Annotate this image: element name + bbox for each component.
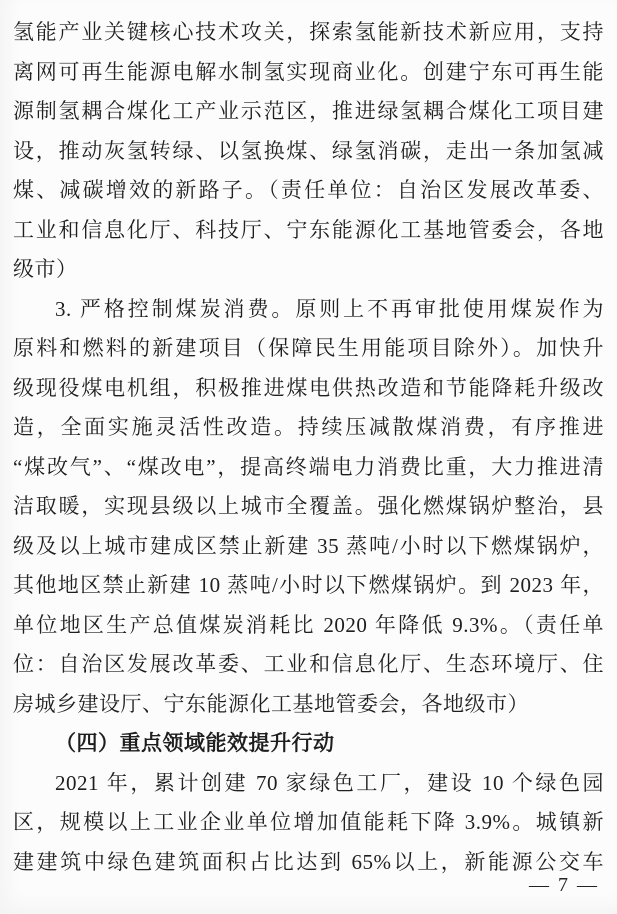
page-number: — 7 —: [529, 874, 599, 896]
text-line: 3. 严格控制煤炭消费。原则上不再审批使用煤炭作为: [55, 296, 604, 321]
text-line: 洁取暖，实现县级以上城市全覆盖。强化燃煤锅炉整治，县: [13, 494, 604, 518]
text-line: 2021 年，累计创建 70 家绿色工厂，建设 10 个绿色园: [55, 770, 604, 795]
text-line: 其他地区禁止新建 10 蒸吨/小时以下燃煤锅炉。到 2023 年，: [13, 573, 604, 597]
text-line: 建建筑中绿色建筑面积占比达到 65%以上，新能源公交车: [13, 849, 604, 874]
text-line: 工业和信息化厅、科技厅、宁东能源化工基地管委会，各地: [13, 217, 604, 242]
text-line: 造，全面实施灵活性改造。持续压减散煤消费，有序推进: [13, 415, 604, 439]
text-line: 级市）: [13, 257, 78, 281]
text-line: 区，规模以上工业企业单位增加值能耗下降 3.9%。城镇新: [13, 810, 604, 834]
section-heading: （四）重点领域能效提升行动: [55, 731, 335, 755]
text-line: 原料和燃料的新建项目（保障民生用能项目除外）。加快升: [13, 336, 604, 360]
text-line: 位：自治区发展改革委、工业和信息化厅、生态环境厅、住: [13, 652, 604, 676]
text-line: 设，推动灰氢转绿、以氢换煤、绿氢消碳，走出一条加氢减: [13, 138, 604, 163]
text-line: “煤改气”、“煤改电”，提高终端电力消费比重，大力推进清: [13, 454, 604, 479]
text-line: 煤、减碳增效的新路子。（责任单位：自治区发展改革委、: [13, 178, 604, 202]
text-line: 单位地区生产总值煤炭消耗比 2020 年降低 9.3%。（责任单: [13, 612, 604, 637]
document-body: [13, 13, 604, 882]
text-line: 源制氢耦合煤化工产业示范区，推进绿氢耦合煤化工项目建: [13, 99, 604, 123]
text-line: 离网可再生能源电解水制氢实现商业化。创建宁东可再生能: [13, 59, 604, 84]
text-line: 级现役煤电机组，积极推进煤电供热改造和节能降耗升级改: [13, 375, 604, 400]
text-line: 氢能产业关键核心技术攻关，探索氢能新技术新应用，支持: [13, 20, 604, 44]
text-line: 房城乡建设厅、宁东能源化工基地管委会，各地级市）: [13, 691, 529, 716]
text-line: 级及以上城市建成区禁止新建 35 蒸吨/小时以下燃煤锅炉，: [13, 533, 604, 558]
